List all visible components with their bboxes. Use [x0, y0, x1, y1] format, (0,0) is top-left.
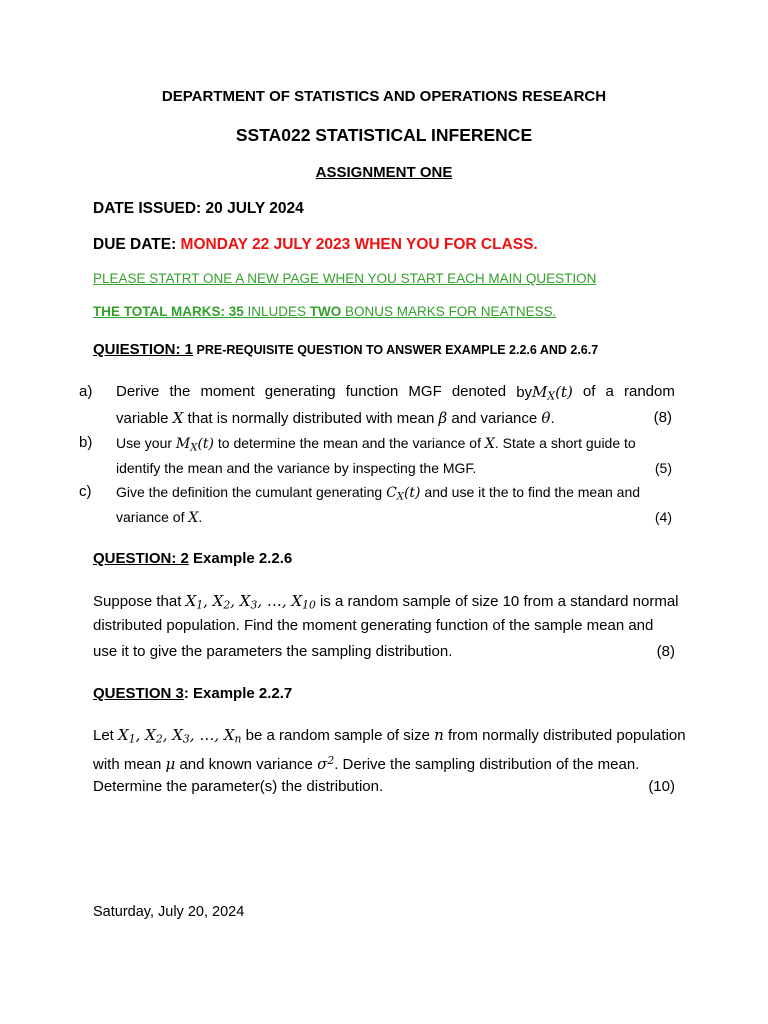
question-2-subtitle: Example 2.2.6: [188, 550, 293, 567]
due-date-value: MONDAY 22 JULY 2023 WHEN YOU FOR CLASS.: [180, 236, 538, 253]
q3-marks: (10): [648, 778, 675, 795]
question-3-subtitle: : Example 2.2.7: [183, 685, 293, 702]
q2-line1: Suppose that $X_1$, $X_2$, $X_3$, …, $X_{10}$ is a random sample of size 10 from a standard normal: [93, 592, 679, 612]
question-2-heading: [93, 550, 292, 567]
total-marks-end: BONUS MARKS FOR NEATNESS.: [341, 304, 557, 319]
q3-line2: with mean μ and known variance $\sigma^2$. Derive the sampling distribution of the mean.: [93, 754, 640, 773]
q1-b-line1: Use your $M_X(t)$ to determine the mean and the variance of X. State a short guide to: [116, 435, 636, 454]
q1-b-label: b): [79, 434, 93, 451]
total-marks-bold: THE TOTAL MARKS: 35: [93, 304, 244, 319]
department-title: DEPARTMENT OF STATISTICS AND OPERATIONS RESEARCH: [161, 88, 607, 105]
q2-line3: use it to give the parameters the sampling distribution. (8): [93, 643, 675, 660]
due-date: [93, 236, 538, 254]
q1-a-line2: variable X that is normally distributed with mean β and variance θ. (8): [116, 409, 672, 427]
q1-b-marks: (5): [654, 460, 672, 476]
due-date-label: DUE DATE:: [93, 236, 181, 253]
q1-a-label: a): [79, 383, 93, 400]
question-3-heading: [93, 685, 292, 702]
total-marks-mid: INLUDES: [243, 304, 310, 319]
footer-date: Saturday, July 20, 2024: [93, 904, 245, 920]
q1-c-line2: variance of X. (4): [116, 509, 672, 526]
q1-c-marks: (4): [654, 509, 672, 525]
question-1-heading: [93, 341, 598, 359]
total-marks-two: TWO: [309, 304, 342, 319]
q2-marks: (8): [656, 643, 675, 660]
question-1-subtitle: PRE-REQUISITE QUESTION TO ANSWER EXAMPLE 2.2.6 AND 2.6.7: [193, 343, 599, 357]
q1-a-marks: (8): [653, 409, 672, 426]
q1-c-label: c): [79, 483, 92, 500]
question-1-title: QUIESTION: 1: [93, 341, 194, 358]
q1-c-line1: Give the definition the cumulant generating $C_X(t)$ and use it the to find the mean and: [116, 484, 641, 503]
total-marks-note: [93, 304, 556, 319]
question-3-title: QUESTION 3: [93, 685, 184, 702]
question-2-title: QUESTION: 2: [93, 550, 189, 567]
q3-line1: Let $X_1$, $X_2$, $X_3$, …, $X_n$ be a random sample of size n from normally distributed population: [93, 726, 686, 746]
assignment-title: ASSIGNMENT ONE: [315, 164, 453, 181]
date-issued: DATE ISSUED: 20 JULY 2024: [93, 200, 304, 217]
q1-b-line2: identify the mean and the variance by inspecting the MGF. (5): [116, 460, 672, 476]
new-page-note: PLEASE STATRT ONE A NEW PAGE WHEN YOU START EACH MAIN QUESTION: [93, 271, 597, 286]
q2-line2: distributed population. Find the moment generating function of the sample mean and: [93, 617, 654, 634]
q3-line3: Determine the parameter(s) the distribution. (10): [93, 778, 675, 795]
q1-a-line1: Derive the moment generating function MGF denoted byM$_X$(t) of a random: [116, 383, 675, 403]
course-title: SSTA022 STATISTICAL INFERENCE: [235, 125, 533, 145]
